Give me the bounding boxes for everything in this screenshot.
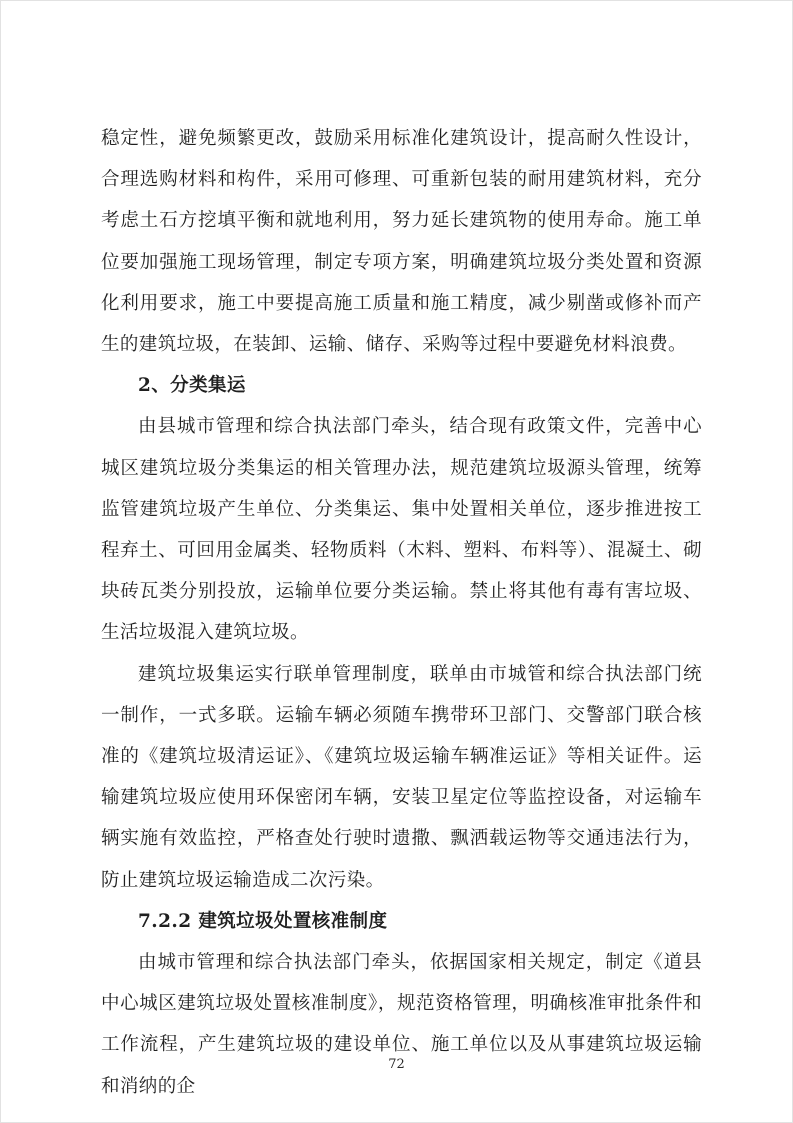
section-heading-classified-collection: 2、分类集运 <box>138 375 246 397</box>
page-number: 72 <box>388 1057 405 1072</box>
paragraph-classified-collection-policy: 由县城市管理和综合执法部门牵头，结合现有政策文件，完善中心城区建筑垃圾分类集运的相关管理办法，规范建筑垃圾源头管理，统筹监管建筑垃圾产生单位、分类集运、集中处置相关单位，逐步推进按工程弃土、可回用金属类、轻物质料（木料、塑料、布料等）、混凝土、砌块砖瓦类分别投放，运输单位要分类运输。禁止将其他有毒有害垃圾、生活垃圾混入建筑垃圾。 <box>101 416 702 644</box>
paragraph-disposal-approval-policy: 由城市管理和综合执法部门牵头，依据国家相关规定，制定《道县中心城区建筑垃圾处置核准制度》，规范资格管理，明确核准审批条件和工作流程，产生建筑垃圾的建设单位、施工单位以及从事建筑垃圾运输和消纳的企 <box>101 952 702 1097</box>
paragraph-construction-material-management: 稳定性，避免频繁更改，鼓励采用标准化建筑设计，提高耐久性设计，合理选购材料和构件，采用可修理、可重新包装的耐用建筑材料，充分考虑土石方挖填平衡和就地利用，努力延长建筑物的使用寿命。施工单位要加强施工现场管理，制定专项方案，明确建筑垃圾分类处置和资源化利用要求，施工中要提高施工质量和施工精度，减少剔凿或修补而产生的建筑垃圾，在装卸、运输、储存、采购等过程中要避免材料浪费。 <box>101 128 702 356</box>
document-content <box>101 118 702 1107</box>
paragraph-joint-manifest-system: 建筑垃圾集运实行联单管理制度，联单由市城管和综合执法部门统一制作，一式多联。运输车辆必须随车携带环卫部门、交警部门联合核准的《建筑垃圾清运证》、《建筑垃圾运输车辆准运证》等相关证件。运输建筑垃圾应使用环保密闭车辆，安装卫星定位等监控设备，对运输车辆实施有效监控，严格查处行驶时遗撒、飘洒载运物等交通违法行为，防止建筑垃圾运输造成二次污染。 <box>101 663 702 891</box>
section-heading-disposal-approval-system: 7.2.2 建筑垃圾处置核准制度 <box>138 910 388 932</box>
